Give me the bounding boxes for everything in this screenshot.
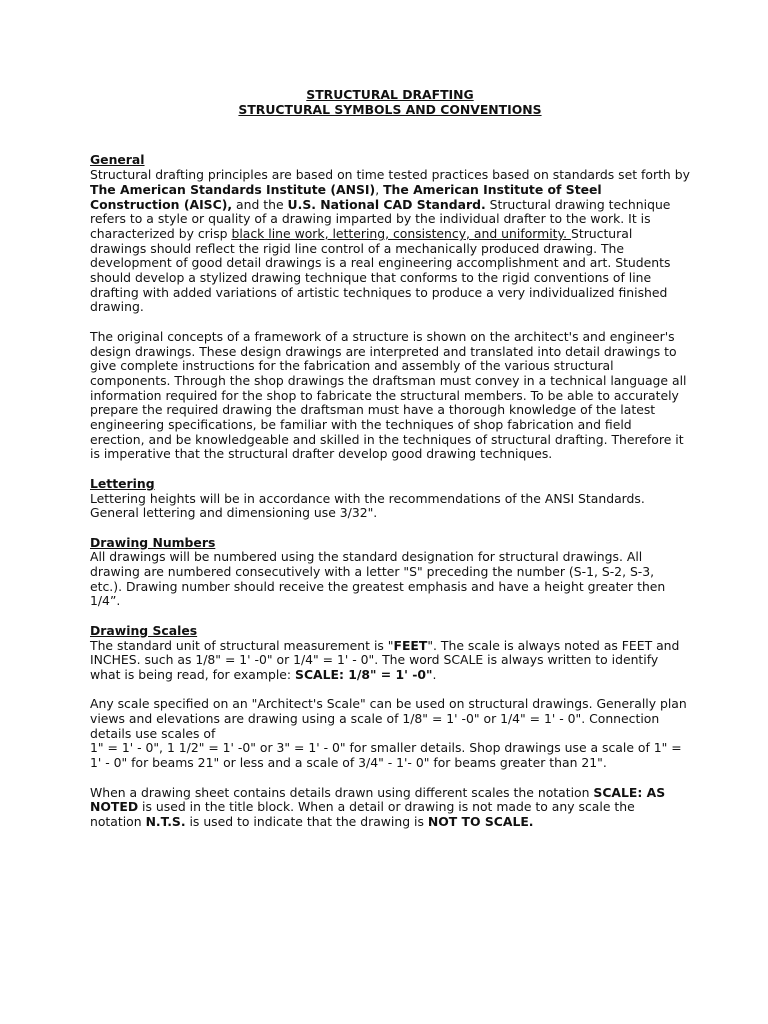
bold-text-run: SCALE: AS NOTED — [90, 784, 666, 815]
text-run: ". The scale is always noted as FEET and INCHES. such as 1/8" = 1' -0" or 1/4" = 1' - 0". The word SCALE is always written to identify what is being read, for example: — [90, 637, 680, 682]
drawing-scales-paragraph-2 — [90, 697, 690, 771]
text-run: When a drawing sheet contains details drawn using different scales the notation — [90, 784, 594, 800]
bold-text-run: SCALE: 1/8" = 1' -0" — [295, 666, 433, 682]
text-run: . — [432, 666, 437, 682]
text-run: is used in the title block. When a detail or drawing is not made to any scale the notation — [90, 799, 635, 829]
text-run: Structural drafting principles are based on time tested practices based on standards set forth by — [90, 167, 690, 183]
text-run: The original concepts of a framework of a structure is shown on the architect's and engineer's design drawings. These design drawings are interpreted and translated into detail drawings to give complete instructions for the fabrication and assembly of the various structural components. Through the shop drawings the draftsman must convey in a technical language all information required for the shop to fabricate the structural members. To be able to accurately prepare the required drawing the draftsman must have a thorough knowledge of the latest engineering specifications, be familiar with the techniques of shop fabrication and field erection, and be knowledgeable and skilled in the techniques of structural drafting. Therefore it is imperative that the structural drafter develop good drawing techniques. — [90, 328, 687, 462]
drawing-scales-paragraph-1 — [90, 639, 690, 683]
bold-text-run: The American Institute of Steel Construction (AISC), — [90, 181, 602, 212]
document-subtitle: STRUCTURAL SYMBOLS AND CONVENTIONS — [238, 101, 542, 117]
text-run: Structural drawing technique refers to a style or quality of a drawing imparted by the individual drafter to the work. It is characterized by crisp — [90, 196, 671, 241]
section-drawing-scales — [90, 624, 690, 830]
section-heading-drawing-scales: Drawing Scales — [90, 622, 198, 638]
text-run: 1" = 1' - 0", 1 1/2" = 1' -0" or 3" = 1' - 0" for smaller details. Shop drawings use a scale of 1" = 1' - 0" for beams 21" or less and a scale of 3/4" - 1'- 0" for beams greater than 21". — [90, 740, 682, 771]
text-run: The standard unit of structural measurement is " — [90, 637, 394, 653]
section-heading-drawing-numbers: Drawing Numbers — [90, 534, 216, 550]
bold-text-run: U.S. National CAD Standard. — [287, 196, 486, 212]
section-general — [90, 153, 690, 462]
drawing-numbers-paragraph-1 — [90, 550, 690, 609]
bold-text-run: FEET — [393, 637, 428, 653]
section-heading-lettering: Lettering — [90, 475, 155, 491]
text-run: is used to indicate that the drawing is — [185, 813, 428, 829]
general-paragraph-1 — [90, 168, 690, 315]
text-run: Any scale specified on an "Architect's Scale" can be used on structural drawings. Generally plan views and elevations are drawing using a scale of 1/8" = 1' -0" or 1/4" = 1' - 0". Connection details use scales of — [90, 696, 687, 741]
title-block — [90, 88, 690, 117]
bold-text-run: NOT TO SCALE. — [427, 813, 534, 829]
bold-text-run: The American Standards Institute (ANSI) — [90, 181, 376, 197]
general-paragraph-2 — [90, 330, 690, 462]
lettering-paragraph-1 — [90, 492, 690, 521]
document-body — [90, 88, 690, 844]
underlined-text-run: black line work, lettering, consistency, and uniformity. — [231, 225, 571, 241]
text-run: and the — [232, 196, 288, 212]
text-run: All drawings will be numbered using the standard designation for structural drawings. All drawing are numbered consecutively with a letter "S" preceding the number (S-1, S-2, S-3, etc.). Drawing number should receive the greatest emphasis and have a height greater then 1/4”. — [90, 549, 666, 609]
section-drawing-numbers — [90, 536, 690, 610]
text-run: Structural drawings should reflect the rigid line control of a mechanically produced drawing. The development of good detail drawings is a real engineering accomplishment and art. Students should develop a stylized drawing technique that conforms to the rigid conventions of line drafting with added variations of artistic techniques to produce a very individualized finished drawing. — [90, 225, 671, 315]
text-run: , — [375, 181, 384, 197]
document-title: STRUCTURAL DRAFTING — [306, 87, 474, 102]
drawing-scales-paragraph-3 — [90, 786, 690, 830]
text-run: Lettering heights will be in accordance with the recommendations of the ANSI Standards. General lettering and dimensioning use 3/32". — [90, 490, 645, 521]
section-heading-general: General — [90, 152, 145, 168]
bold-text-run: N.T.S. — [145, 813, 186, 829]
section-lettering — [90, 477, 690, 521]
